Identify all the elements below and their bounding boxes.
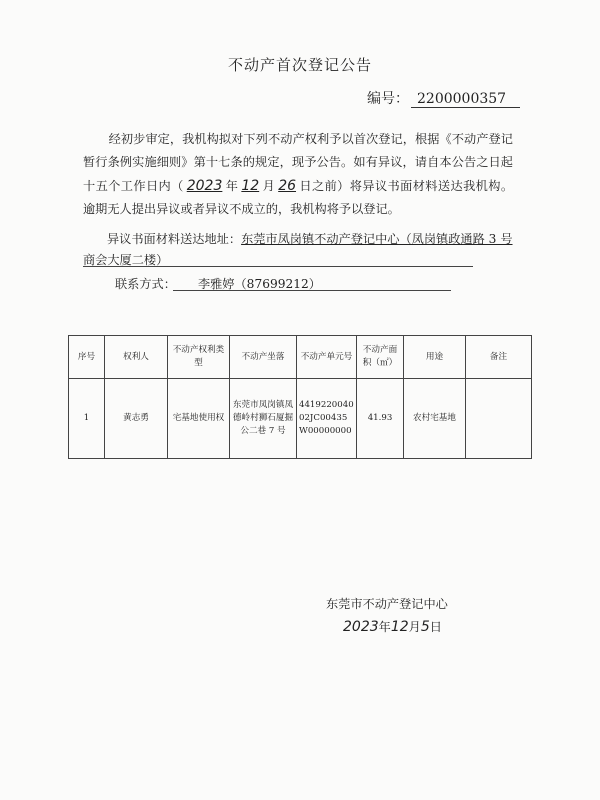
signature-month: 12	[390, 619, 409, 635]
signature-day-suffix: 日	[429, 620, 442, 634]
number-value: 2200000357	[411, 91, 520, 108]
header-location: 不动产坐落	[230, 336, 297, 379]
deadline-month: 12	[241, 177, 260, 194]
address-underline	[83, 266, 473, 267]
signature-organization: 东莞市不动产登记中心	[326, 597, 448, 611]
cell-remarks	[466, 379, 532, 459]
address-label: 异议书面材料送达地址：	[107, 232, 242, 246]
cell-unit-number: 441922004002JC00435W00000000	[297, 379, 357, 459]
month-suffix: 月	[262, 178, 276, 193]
table-header-row	[69, 336, 532, 379]
notice-title: 不动产首次登记公告	[227, 56, 372, 74]
cell-right-type: 宅基地使用权	[168, 379, 230, 459]
header-right-type: 不动产权利类型	[168, 336, 230, 379]
contact-value: 李雅婷（87699212）	[197, 277, 321, 291]
header-remarks: 备注	[466, 336, 532, 379]
cell-seq: 1	[69, 379, 105, 459]
signature-date	[343, 618, 442, 635]
deadline-year: 2023	[186, 177, 223, 194]
address-line-1	[107, 230, 513, 247]
cell-area: 41.93	[357, 379, 404, 459]
header-unit-number: 不动产单元号	[297, 336, 357, 379]
number-label: 编号：	[367, 91, 409, 107]
signature-year: 2023	[343, 619, 379, 635]
deadline-day: 26	[278, 177, 297, 194]
signature-year-suffix: 年	[378, 620, 391, 634]
notice-number	[367, 88, 520, 108]
header-owner: 权利人	[105, 336, 168, 379]
notice-body	[83, 128, 513, 222]
signature-day: 5	[420, 619, 430, 635]
property-table	[68, 335, 532, 459]
header-seq: 序号	[69, 336, 105, 379]
year-suffix: 年	[225, 178, 239, 193]
contact-underline	[173, 290, 451, 291]
notice-text-part1: 经初步审定，我机构拟对下列不动产权利予以首次登记，根据《不动产登记暂行条例实施细则》第十七条的规定，现予公告。如有异议，请自本公告之日起十五个工作日内（	[83, 132, 513, 193]
signature-month-suffix: 月	[408, 620, 421, 634]
cell-owner: 黄志勇	[105, 379, 168, 459]
address-value-2: 商会大厦二楼）	[83, 253, 169, 267]
table-row	[69, 379, 532, 459]
header-area: 不动产面积（㎡）	[357, 336, 404, 379]
contact-label: 联系方式：	[115, 277, 176, 291]
address-value-1: 东莞市凤岗镇不动产登记中心（凤岗镇政通路 3 号	[241, 232, 513, 246]
notice-text-part2: 日之前）将异议书面材料送达我机构。逾期无人提出异议或者异议不成立的，我机构将予以登记。	[83, 178, 514, 217]
header-usage: 用途	[404, 336, 466, 379]
cell-usage: 农村宅基地	[404, 379, 466, 459]
cell-location: 东莞市凤岗镇凤德岭村狮石厦掘公二巷 7 号	[230, 379, 297, 459]
